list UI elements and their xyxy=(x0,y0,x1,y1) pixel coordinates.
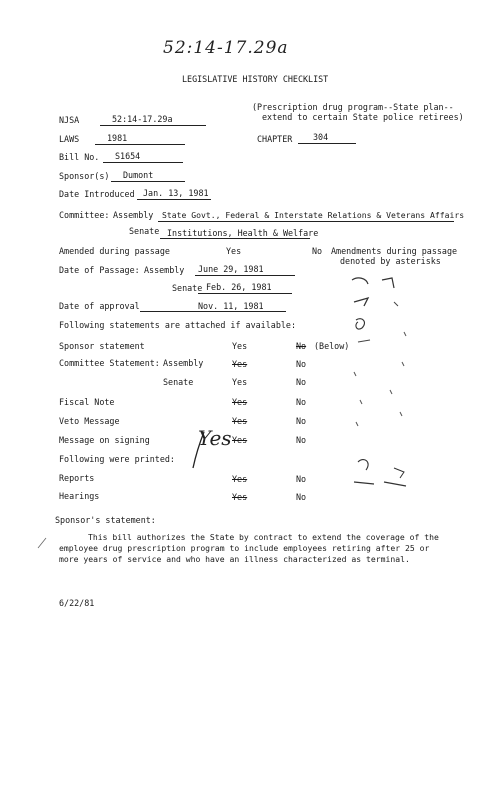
row-reports-yes: Yes xyxy=(232,474,248,484)
description-line-1: (Prescription drug program--State plan-- xyxy=(252,102,454,112)
sponsor-statement-heading: Sponsor's statement: xyxy=(55,515,156,525)
row-fiscal-note-yes: Yes xyxy=(232,397,248,407)
left-margin-mark xyxy=(36,536,48,550)
passage-assembly-value: June 29, 1981 xyxy=(198,264,264,274)
date-of-passage-label: Date of Passage: xyxy=(59,265,140,275)
amended-yes: Yes xyxy=(226,246,242,256)
margin-marks xyxy=(344,272,434,502)
row-veto-message-no: No xyxy=(296,416,307,426)
row-sponsor-statement-yes: Yes xyxy=(232,341,248,351)
attached-heading: Following statements are attached if available: xyxy=(59,320,296,330)
handwritten-yes-stroke xyxy=(190,430,210,470)
row-hearings-yes: Yes xyxy=(232,492,248,502)
sponsor-underline xyxy=(111,181,185,182)
laws-label: LAWS xyxy=(59,134,80,144)
laws-underline xyxy=(95,144,185,145)
bill-underline xyxy=(103,162,183,163)
row-reports-no: No xyxy=(296,474,307,484)
statement-line-3: more years of service and who have an illness characterized as terminal. xyxy=(59,554,410,564)
row-message-on-signing-label: Message on signing xyxy=(59,435,150,445)
amendment-note-line-2: denoted by asterisks xyxy=(340,256,441,266)
sponsor-label: Sponsor(s) xyxy=(59,171,110,181)
date-introduced-label: Date Introduced xyxy=(59,189,135,199)
committee-senate-underline xyxy=(160,238,310,239)
row-sponsor-statement-label: Sponsor statement xyxy=(59,341,145,351)
amended-label: Amended during passage xyxy=(59,246,170,256)
page-title: LEGISLATIVE HISTORY CHECKLIST xyxy=(182,74,329,84)
row-committee-assembly-sub: Assembly xyxy=(163,358,204,368)
njsa-label: NJSA xyxy=(59,115,80,125)
row-committee-assembly-yes: Yes xyxy=(232,359,248,369)
row-sponsor-statement-extra: (Below) xyxy=(314,341,350,351)
committee-assembly-value: State Govt., Federal & Interstate Relations & Veterans Affairs xyxy=(162,210,465,220)
chapter-value: 304 xyxy=(313,132,329,142)
handwritten-header: 52:14-17.29a xyxy=(163,38,289,58)
row-committee-assembly-no: No xyxy=(296,359,307,369)
date-of-approval-underline xyxy=(140,311,286,312)
row-committee-senate-yes: Yes xyxy=(232,377,248,387)
description-line-2: extend to certain State police retirees) xyxy=(262,112,464,122)
committee-assembly-label: Assembly xyxy=(113,210,154,220)
row-message-on-signing-no: No xyxy=(296,435,307,445)
bill-label: Bill No. xyxy=(59,152,100,162)
njsa-underline xyxy=(100,125,206,126)
date-introduced-underline xyxy=(137,199,211,200)
passage-senate-value: Feb. 26, 1981 xyxy=(206,282,272,292)
row-committee-statement-label: Committee Statement: xyxy=(59,358,160,368)
footer-date: 6/22/81 xyxy=(59,598,95,608)
row-veto-message-yes: Yes xyxy=(232,416,248,426)
amendment-note-line-1: Amendments during passage xyxy=(331,246,458,256)
date-of-approval-value: Nov. 11, 1981 xyxy=(198,301,264,311)
bill-value: S1654 xyxy=(115,151,141,161)
njsa-value: 52:14-17.29a xyxy=(112,114,173,124)
chapter-label: CHAPTER xyxy=(257,134,293,144)
row-fiscal-note-no: No xyxy=(296,397,307,407)
amended-no: No xyxy=(312,246,323,256)
row-sponsor-statement-no: No xyxy=(296,341,307,351)
sponsor-value: Dumont xyxy=(123,170,154,180)
row-hearings-no: No xyxy=(296,492,307,502)
row-hearings-label: Hearings xyxy=(59,491,100,501)
row-message-on-signing-yes: Yes xyxy=(232,435,248,445)
passage-assembly-label: Assembly xyxy=(144,265,185,275)
row-fiscal-note-label: Fiscal Note xyxy=(59,397,115,407)
printed-heading: Following were printed: xyxy=(59,454,175,464)
committee-senate-label: Senate xyxy=(129,226,160,236)
committee-label: Committee: xyxy=(59,210,110,220)
handwritten-yes: Yes xyxy=(198,426,232,450)
row-reports-label: Reports xyxy=(59,473,95,483)
row-committee-senate-no: No xyxy=(296,377,307,387)
statement-line-1: This bill authorizes the State by contract to extend the coverage of the xyxy=(88,532,439,542)
passage-assembly-underline xyxy=(195,275,295,276)
row-veto-message-label: Veto Message xyxy=(59,416,120,426)
date-of-approval-label: Date of approval xyxy=(59,301,140,311)
committee-senate-value: Institutions, Health & Welfare xyxy=(167,228,319,238)
committee-assembly-underline xyxy=(158,221,454,222)
laws-value: 1981 xyxy=(107,133,128,143)
passage-senate-label: Senate xyxy=(172,283,203,293)
row-committee-senate-sub: Senate xyxy=(163,377,194,387)
chapter-underline xyxy=(298,143,356,144)
passage-senate-underline xyxy=(198,293,292,294)
date-introduced-value: Jan. 13, 1981 xyxy=(143,188,209,198)
statement-line-2: employee drug prescription program to include employees retiring after 25 or xyxy=(59,543,430,553)
